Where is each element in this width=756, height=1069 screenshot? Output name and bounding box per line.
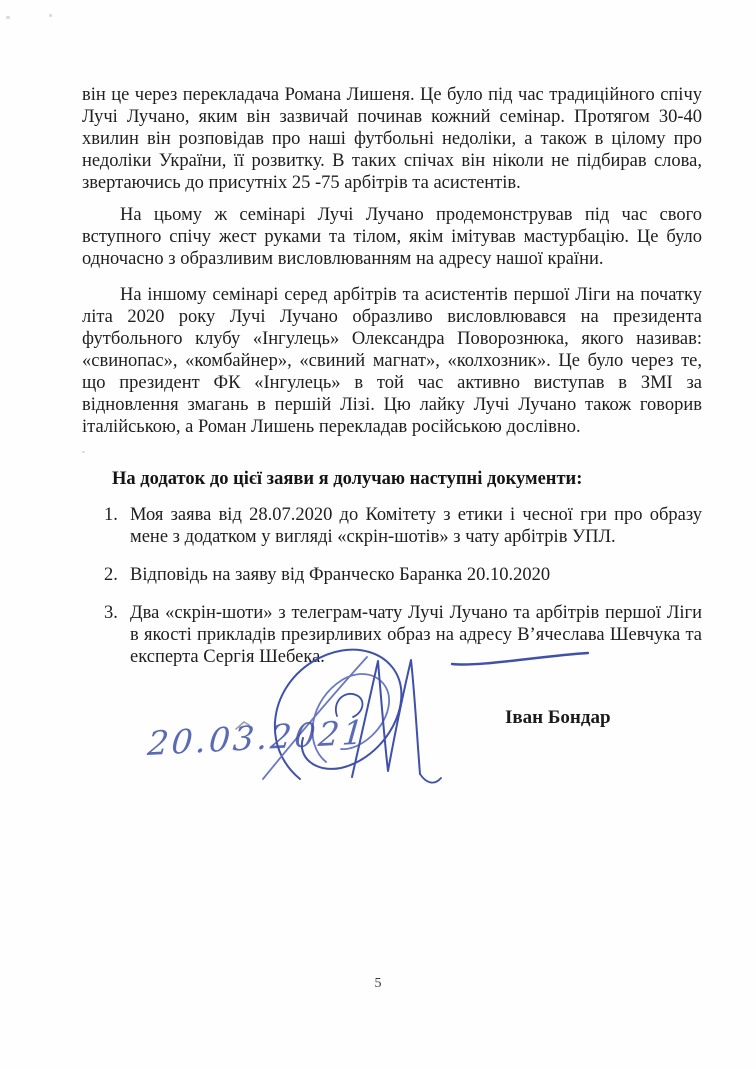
paragraph-gesture-incident: На цьому ж семінарі Лучі Лучано продемонстрував під час свого вступного спічу жест руками та тілом, якім імітував мастурбацію. Це було одночасно з образливим висловлюванням на адресу нашої країни. [82, 205, 702, 269]
attachment-text: Два «скрін-шоти» з телеграм-чату Лучі Лучано та арбітрів першої Ліги в якості прикладів презирливих образ на адресу В’ячеслава Шевчука та експерта Сергія Шебека. [130, 603, 702, 667]
scan-speck [6, 16, 10, 19]
signatory-name: Іван Бондар [505, 707, 611, 728]
attachment-item-2 [82, 564, 702, 586]
attachment-text: Відповідь на заяву від Франческо Баранка 20.10.2020 [130, 565, 551, 585]
scan-speck [49, 14, 52, 17]
letter-body [82, 84, 702, 684]
paragraph-speech-seminars: він це через перекладача Романа Лишеня. Це було під час традиційного спічу Лучі Лучано, яким він зазвичай починав кожний семінар. Протягом 30-40 хвилин він розповідав про наші футбольні недоліки, а також в цілому про недоліки України, її розвитку. В таких спічах він ніколи не підбирав слова, звертаючись до присутніх 25 -75 арбітрів та асистентів. [82, 85, 702, 193]
attachment-text: Моя заява від 28.07.2020 до Комітету з етики і чесної гри про образу мене з додатком у вигляді «скрін-шотів» з чату арбітрів УПЛ. [130, 505, 702, 547]
attachment-number: 3. [104, 603, 118, 623]
attachment-number: 1. [104, 505, 118, 525]
page-number: 5 [374, 976, 382, 991]
paragraph-insults-president: На іншому семінарі серед арбітрів та асистентів першої Ліги на початку літа 2020 року Лучі Лучано образливо висловлювався на президента футбольного клубу «Інгулець» Олександра Поворознюка, якого називав: «свинопас», «комбайнер», «свиний магнат», «колхозник». Це було через те, що президент ФК «Інгулець» в той час активно виступав в ЗМІ за відновлення змагань в першій Лізі. Цю лайку Лучі Лучано також говорив італійською, а Роман Лишень перекладав російською дослівно. [82, 285, 702, 437]
attachments-heading: На додаток до цієї заяви я долучаю наступні документи: [112, 469, 583, 489]
attachment-item-3 [82, 602, 702, 668]
attachment-number: 2. [104, 565, 118, 585]
attachment-item-1 [82, 504, 702, 548]
handwritten-date: 20.03.2021 [146, 712, 369, 763]
